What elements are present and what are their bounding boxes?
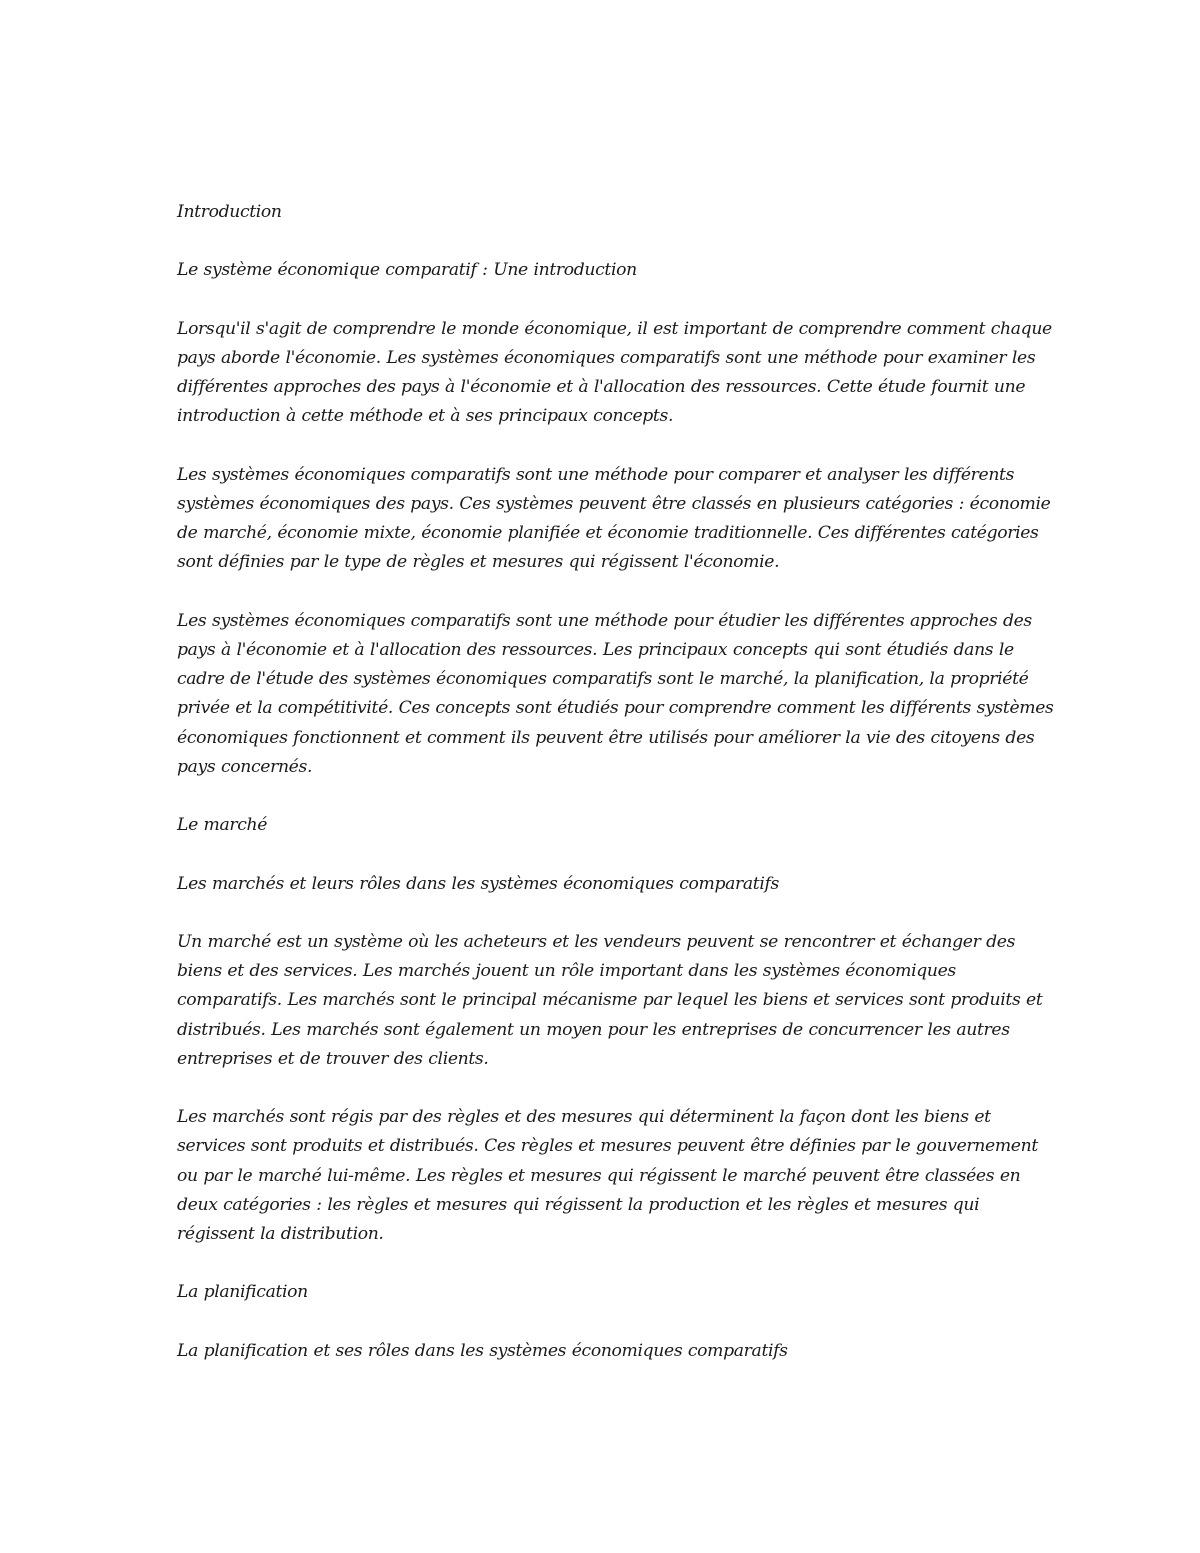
planning-subtitle: La planification et ses rôles dans les systèmes économiques comparatifs — [177, 1340, 788, 1361]
paragraph: Un marché est un système où les acheteurs et les vendeurs peuvent se rencontrer et échanger des biens et des services. Les marchés jouent un rôle important dans les systèmes économiques comparatifs. Les marchés sont le principal mécanisme par lequel les biens et services sont produits et distribués. Les marchés sont également un moyen pour les entreprises de concurrencer les autres entreprises et de trouver des clients. — [177, 931, 1043, 1069]
planning-title: La planification — [177, 1282, 308, 1303]
paragraph: Les systèmes économiques comparatifs sont une méthode pour comparer et analyser les différents systèmes économiques des pays. Ces systèmes peuvent être classés en plusieurs catégories : économie de marché, économie mixte, économie planifiée et économie traditionnelle. Ces différentes catégories sont définies par le type de règles et mesures qui régissent l'économie. — [177, 464, 1051, 573]
paragraph: Les marchés sont régis par des règles et des mesures qui déterminent la façon dont les biens et services sont produits et distribués. Ces règles et mesures peuvent être définies par le gouvernement ou par le marché lui-même. Les règles et mesures qui régissent le marché peuvent être classées en deux catégories : les règles et mesures qui régissent la production et les règles et mesures qui régissent la distribution. — [177, 1107, 1038, 1244]
section-subtitle: Le système économique comparatif : Une introduction — [177, 260, 637, 281]
document-body — [177, 198, 1057, 1395]
market-title: Le marché — [177, 815, 268, 836]
paragraph: Lorsqu'il s'agit de comprendre le monde économique, il est important de comprendre comment chaque pays aborde l'économie. Les systèmes économiques comparatifs sont une méthode pour examiner les différentes approches des pays à l'économie et à l'allocation des ressources. Cette étude fournit une introduction à cette méthode et à ses principaux concepts. — [177, 318, 1052, 427]
section-title: Introduction — [177, 202, 282, 222]
market-subtitle: Les marchés et leurs rôles dans les systèmes économiques comparatifs — [177, 873, 779, 894]
paragraph: Les systèmes économiques comparatifs sont une méthode pour étudier les différentes approches des pays à l'économie et à l'allocation des ressources. Les principaux concepts qui sont étudiés dans le cadre de l'étude des systèmes économiques comparatifs sont le marché, la planification, la propriété privée et la compétitivité. Ces concepts sont étudiés pour comprendre comment les différents systèmes économiques fonctionnent et comment ils peuvent être utilisés pour améliorer la vie des citoyens des pays concernés. — [177, 610, 1054, 777]
